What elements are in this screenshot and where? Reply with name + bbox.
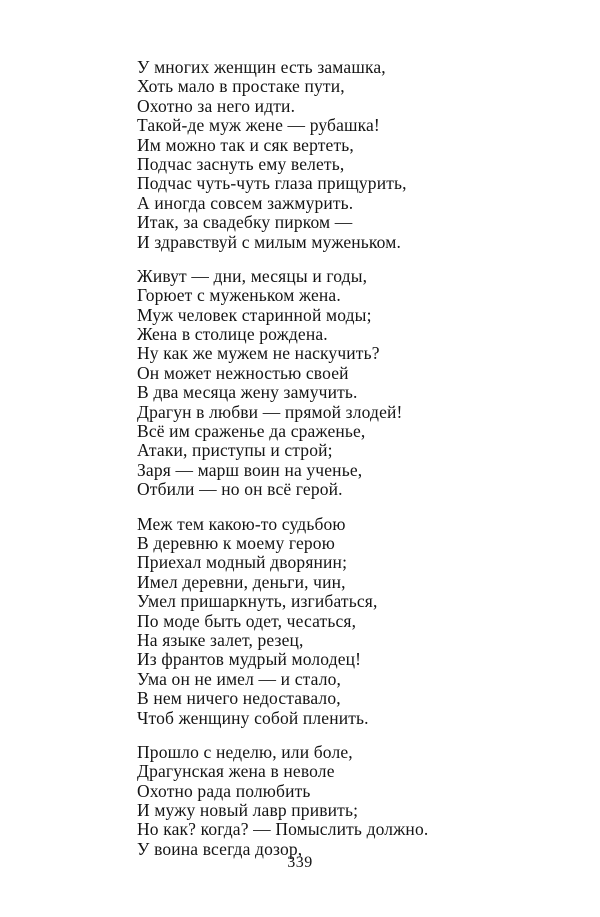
verse-line: Ума он не имел — и стало, — [137, 668, 342, 689]
verse-line: Имел деревни, деньги, чин, — [137, 571, 346, 592]
verse-line: Горюет с муженьком жена. — [137, 285, 341, 306]
verse-line: У многих женщин есть замашка, — [137, 57, 386, 77]
verse-line: В нем ничего недоставало, — [137, 688, 341, 709]
verse-line: Прошло с неделю, или боле, — [137, 741, 353, 762]
page-number: 339 — [287, 854, 313, 871]
verse-line: У воина всегда дозор, — [137, 838, 303, 859]
verse-line: Живут — дни, месяцы и годы, — [137, 265, 368, 286]
verse-line: Он может нежностью своей — [137, 362, 349, 383]
poem-text — [137, 58, 577, 874]
verse-line: А иногда совсем зажмурить. — [137, 192, 354, 213]
verse-line: Жена в столице рождена. — [137, 324, 328, 345]
verse-line: Чтоб женщину собой пленить. — [137, 707, 369, 728]
verse-line: Меж тем какою-то судьбою — [137, 513, 346, 534]
stanza-1 — [137, 58, 577, 252]
verse-line: Им можно так и сяк вертеть, — [137, 134, 354, 155]
verse-line: Драгунская жена в неволе — [137, 761, 335, 782]
verse-line: Заря — марш воин на ученье, — [137, 459, 363, 480]
verse-line: Итак, за свадебку пирком — — [137, 212, 353, 233]
verse-line: Охотно за него идти. — [137, 95, 296, 116]
verse-line: И мужу новый лавр привить; — [137, 800, 359, 821]
verse-line: Но как? когда? — Помыслить должно. — [137, 819, 429, 840]
verse-line: Подчас заснуть ему велеть, — [137, 153, 345, 174]
verse-line: Ну как же мужем не наскучить? — [137, 343, 380, 364]
verse-line: По моде быть одет, чесаться, — [137, 610, 357, 631]
verse-line: Приехал модный дворянин; — [137, 552, 348, 573]
verse-line: В деревню к моему герою — [137, 532, 335, 553]
verse-line: В два месяца жену замучить. — [137, 382, 358, 403]
stanza-4 — [137, 743, 577, 859]
verse-line: Охотно рада полюбить — [137, 780, 311, 801]
verse-line: Атаки, приступы и строй; — [137, 440, 333, 461]
verse-line: Хоть мало в простаке пути, — [137, 76, 345, 97]
verse-line: И здравствуй с милым муженьком. — [137, 231, 401, 252]
stanza-3 — [137, 515, 577, 728]
verse-line: Такой-де муж жене — рубашка! — [137, 115, 380, 136]
verse-line: Отбили — но он всё герой. — [137, 479, 343, 500]
verse-line: Из франтов мудрый молодец! — [137, 649, 362, 670]
verse-line: Подчас чуть-чуть глаза прищурить, — [137, 173, 407, 194]
verse-line: Муж человек старинной моды; — [137, 304, 372, 325]
verse-line: Умел пришаркнуть, изгибаться, — [137, 591, 378, 612]
verse-line: Драгун в любви — прямой злодей! — [137, 401, 403, 422]
verse-line: На языке залет, резец, — [137, 629, 304, 650]
stanza-2 — [137, 267, 577, 500]
verse-line: Всё им сраженье да сраженье, — [137, 421, 366, 442]
